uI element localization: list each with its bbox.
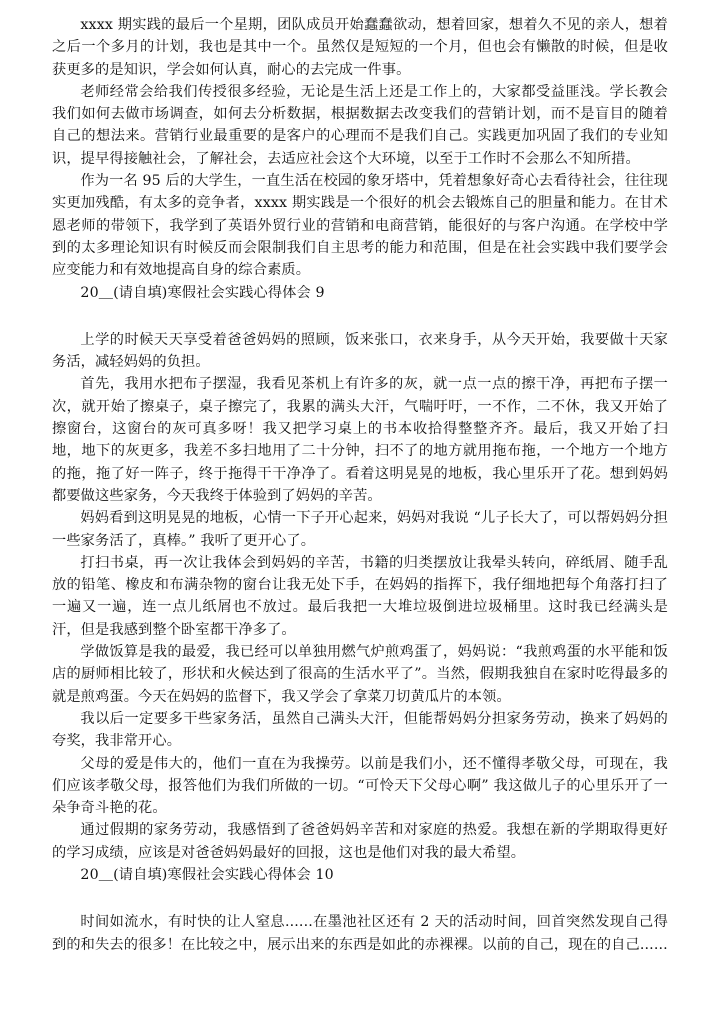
section-heading-10: 20＿(请自填)寒假社会实践心得体会 10 (80, 866, 334, 883)
paragraph: 学做饭算是我的最爱，我已经可以单独用燃气炉煎鸡蛋了，妈妈说：“我煎鸡蛋的水平能和饭店的厨师相比较了，形状和火候达到了很高的生活水平了”。当然，假期我独自在家时吃得最多的就是煎鸡蛋。今天在妈妈的监督下，我又学会了拿菜刀切黄瓜片的本领。 (52, 644, 668, 705)
section-heading-9: 20＿(请自填)寒假社会实践心得体会 9 (80, 284, 325, 301)
spacer (52, 304, 668, 329)
paragraph: 通过假期的家务劳动，我感悟到了爸爸妈妈辛苦和对家庭的热爱。我想在新的学期取得更好的学习成绩，应该是对爸爸妈妈最好的回报，这也是他们对我的最大希望。 (52, 822, 668, 861)
paragraph: 时间如流水，有时快的让人窒息......在墨池社区还有 2 天的活动时间，回首突然发现自己得到的和失去的很多！在比较之中，展示出来的东西是如此的赤裸裸。以前的自己，现在的自己...... (52, 914, 668, 953)
paragraph: 妈妈看到这明晃晃的地板，心情一下子开心起来，妈妈对我说 “儿子长大了，可以帮妈妈分担一些家务活了，真棒。” 我听了更开心了。 (52, 510, 668, 549)
paragraph: 打扫书桌，再一次让我体会到妈妈的辛苦，书籍的归类摆放让我晕头转向，碎纸屑、随手乱放的铅笔、橡皮和布满杂物的窗台让我无处下手，在妈妈的指挥下，我仔细地把每个角落打扫了一遍又一遍，连一点儿纸屑也不放过。最后我把一大堆垃圾倒进垃圾桶里。这时我已经满头是汗，但是我感到整个卧室都干净多了。 (52, 554, 668, 638)
paragraph: 我以后一定要多干些家务活，虽然自己满头大汗，但能帮妈妈分担家务劳动，换来了妈妈的夸奖，我非常开心。 (52, 710, 668, 750)
paragraph: 父母的爱是伟大的，他们一直在为我操劳。以前是我们小，还不懂得孝敬父母，可现在，我们应该孝敬父母，报答他们为我们所做的一切。“可怜天下父母心啊” 我这做儿子的心里乐开了一朵争奇斗艳的花。 (52, 755, 668, 817)
paragraph: xxxx 期实践的最后一个星期，团队成员开始蠢蠢欲动，想着回家，想着久不见的亲人，想着之后一个多月的计划，我也是其中一个。虽然仅是短短的一个月，但也会有懒散的时候，但是收获更多的是知识，学会如何认真，耐心的去完成一件事。 (52, 17, 668, 78)
paragraph: 老师经常会给我们传授很多经验，无论是生活上还是工作上的，大家都受益匪浅。学长教会我们如何去做市场调查，如何去分析数据，根据数据去改变我们的营销计划，而不是盲目的随着自己的想法来。营销行业最重要的是客户的心理而不是我们自己。实践更加巩固了我们的专业知识，提早得接触社会，了解社会，去适应社会这个大环境，以至于工作时不会那么不知所措。 (52, 83, 668, 167)
paragraph: 上学的时候天天享受着爸爸妈妈的照顾，饭来张口，衣来身手，从今天开始，我要做十天家务活，减轻妈妈的负担。 (52, 331, 668, 371)
spacer (52, 886, 668, 911)
paragraph: 作为一名 95 后的大学生，一直生活在校园的象牙塔中，凭着想象好奇心去看待社会，往往现实更加残酷，有太多的竞争者，xxxx 期实践是一个很好的机会去锻炼自己的胆量和能力。在甘术恩老师的带领下，我学到了英语外贸行业的营销和电商营销，能很好的与客户沟通。在学校中学到的太多理论知识有时候反而会限制我们自主思考的能力和范围，但是在社会实践中我们要学会应变能力和有效地提高自身的综合素质。 (52, 173, 668, 279)
paragraph: 首先，我用水把布子摆湿，我看见茶机上有许多的灰，就一点一点的擦干净，再把布子摆一次，就开始了擦桌子，桌子擦完了，我累的满头大汗，气喘吁吁，一不作，二不休，我又开始了擦窗台，这窗台的灰可真多呀！我又把学习桌上的书本收拾得整整齐齐。最后，我又开始了扫地，地下的灰更多，我差不多扫地用了二十分钟，扫不了的地方就用拖布拖，一个地方一个地方的拖，拖了好一阵子，终于拖得干干净净了。看着这明晃晃的地板，我心里乐开了花。想到妈妈都要做这些家务，今天我终于体验到了妈妈的辛苦。 (52, 376, 668, 504)
